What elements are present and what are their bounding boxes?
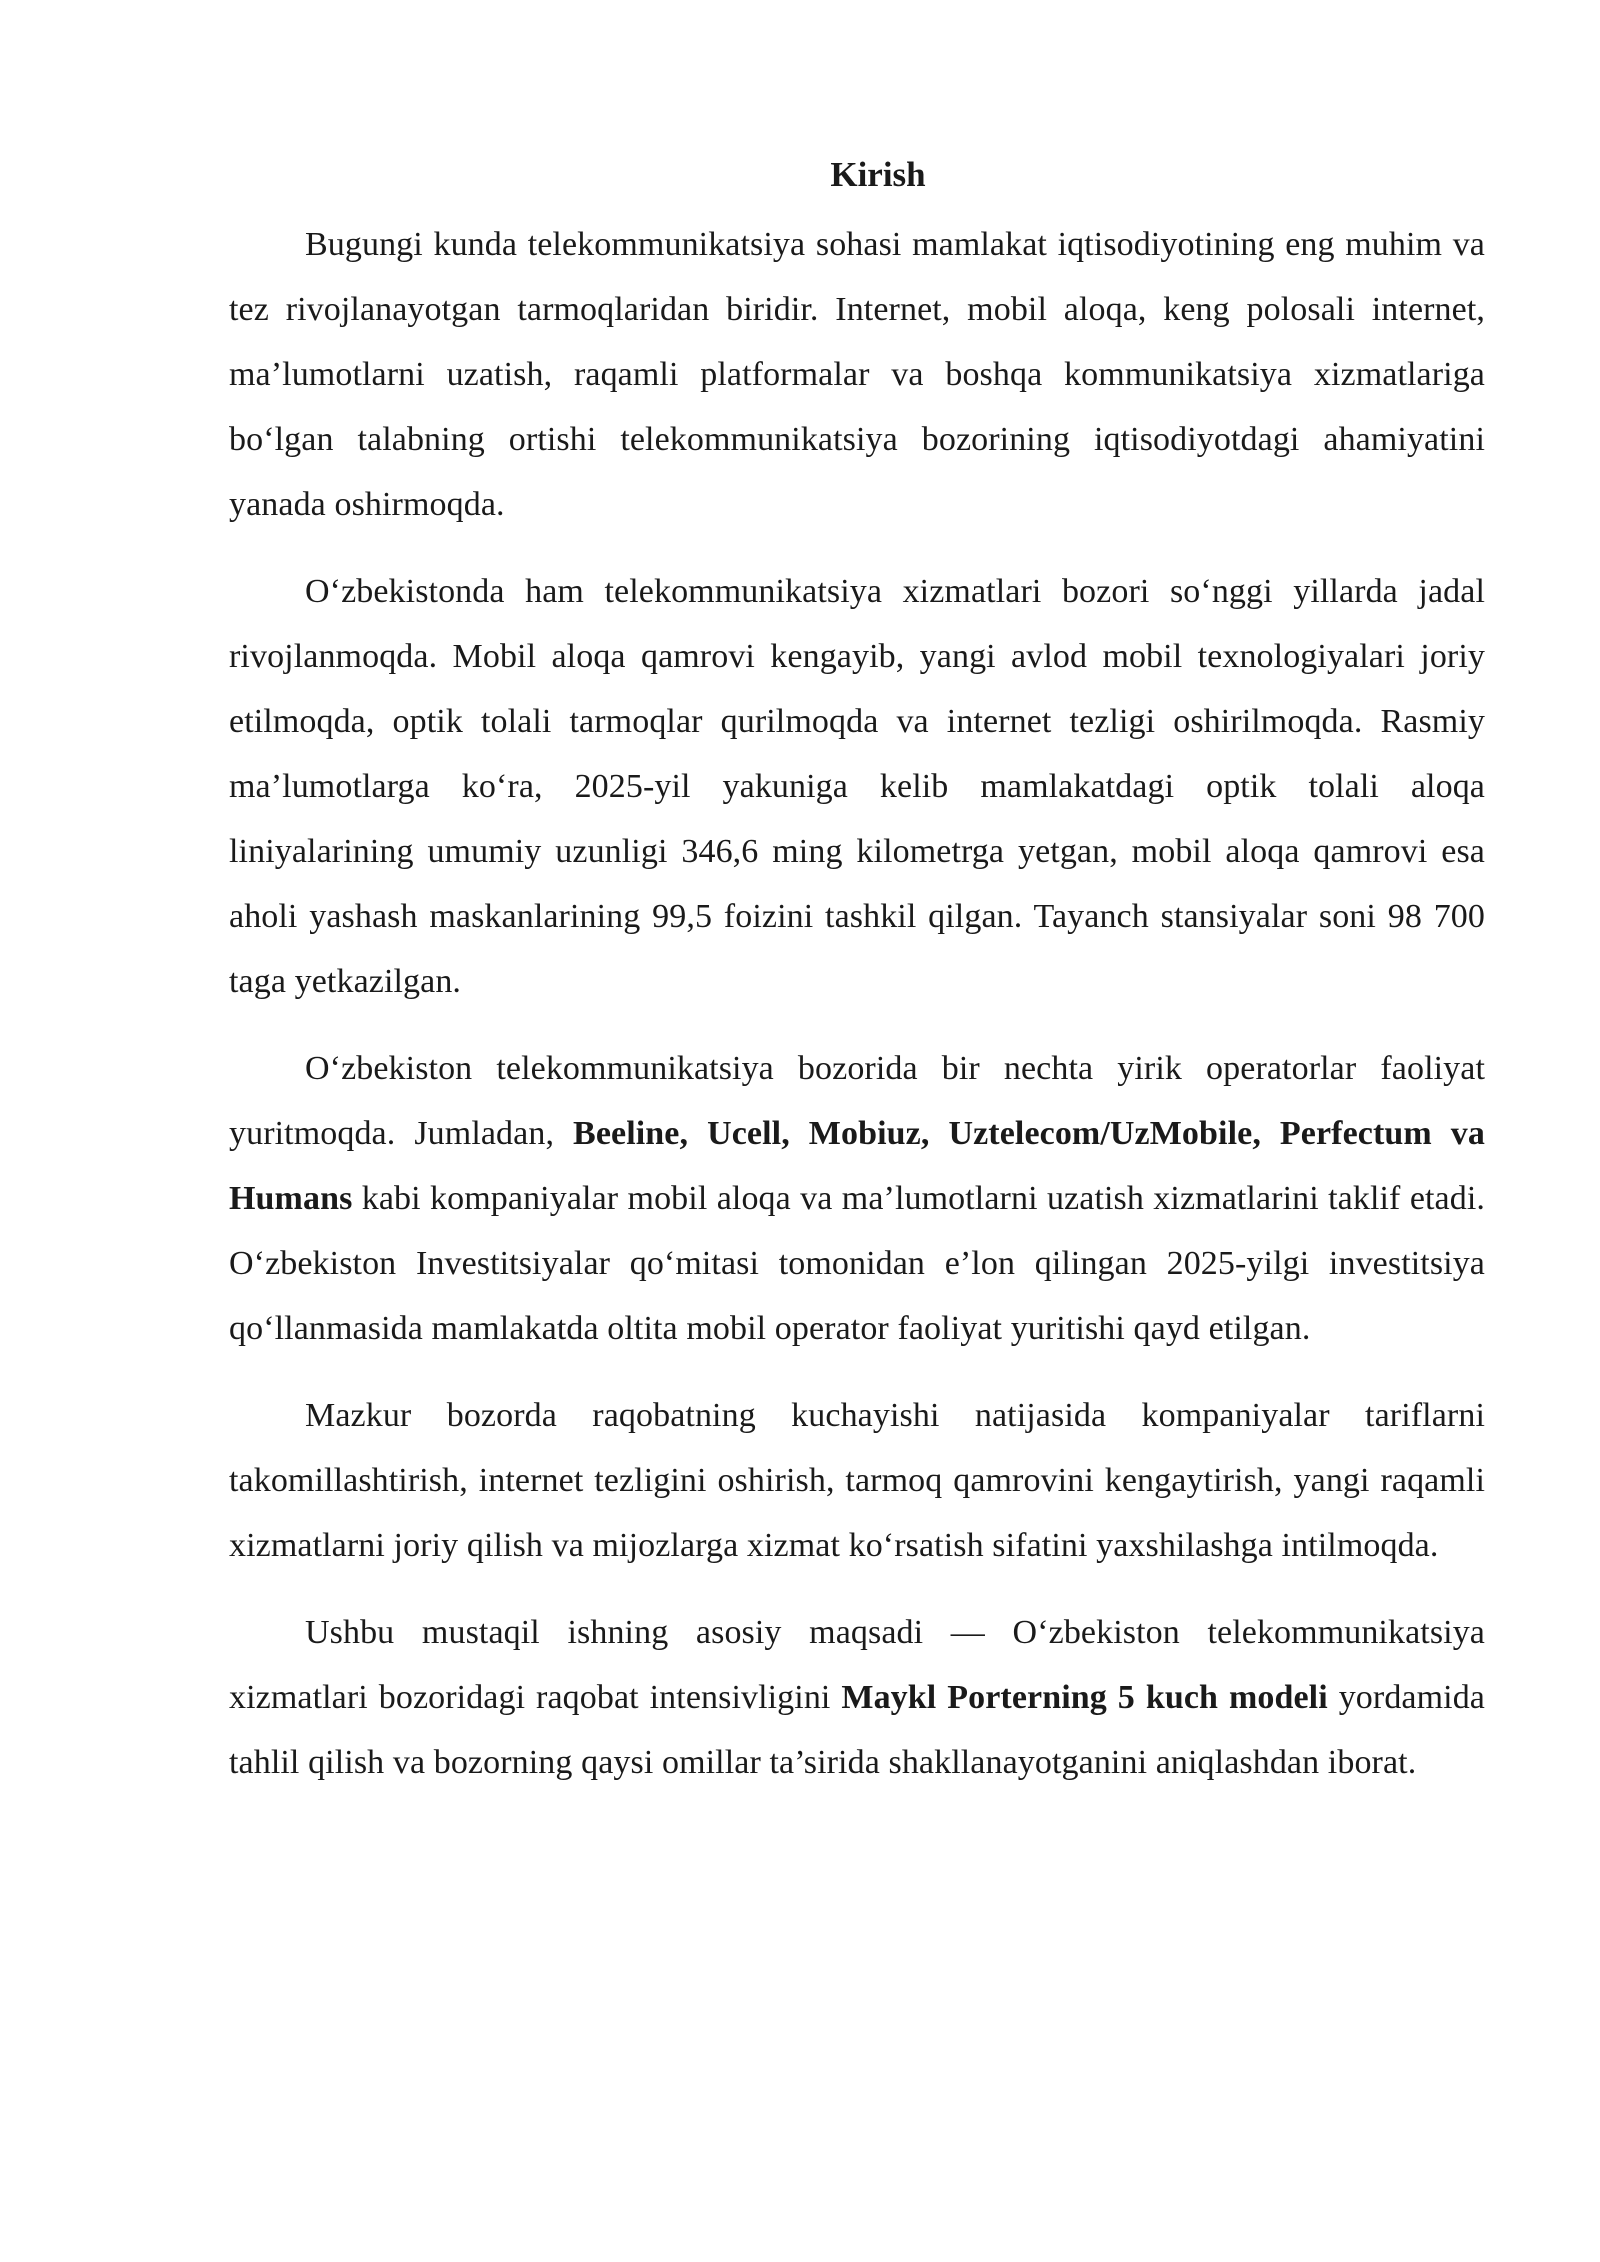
paragraph-text: Mazkur bozorda raqobatning kuchayishi natijasida kompaniyalar tariflarni takomillashtirish, internet tezligini oshirish, tarmoq qamrovini kengaytirish, yangi raqamli xizmatlarni joriy qilish va mijozlarga xizmat ko‘rsatish sifatini yaxshilashga intilmoqda. (229, 1397, 1485, 1564)
paragraph-text: O‘zbekistonda ham telekommunikatsiya xizmatlari bozori so‘nggi yillarda jadal rivojlanmoqda. Mobil aloqa qamrovi kengayib, yangi avlod mobil texnologiyalari joriy etilmoqda, optik tolali tarmoqlar qurilmoqda va internet tezligi oshirilmoqda. Rasmiy ma’lumotlarga ko‘ra, 2025-yil yakuniga kelib mamlakatdagi optik tolali aloqa liniyalarining umumiy uzunligi 346,6 ming kilometrga yetgan, mobil aloqa qamrovi esa aholi yashash maskanlarining 99,5 foizini tashkil qilgan. Tayanch stansiyalar soni 98 700 taga yetkazilgan. (229, 573, 1485, 1000)
paragraph-operators (229, 1036, 1485, 1361)
paragraph-text: Ushbu mustaqil ishning asosiy maqsadi — O‘zbekiston telekommunikatsiya xizmatlari bozoridagi raqobat intensivligini (229, 1614, 1485, 1716)
paragraph-text: yordamida tahlil qilish va bozorning qaysi omillar ta’sirida shakllanayotganini aniqlashdan iborat. (229, 1679, 1485, 1781)
paragraph-intro (229, 212, 1485, 537)
operators-list-bold: Beeline, Ucell, Mobiuz, Uztelecom/UzMobile, Perfectum va Humans (229, 1115, 1486, 1217)
document-title: Kirish (830, 155, 926, 194)
paragraph-competition (229, 1383, 1485, 1578)
paragraph-uzbekistan-market (229, 559, 1485, 1014)
paragraph-goal (229, 1600, 1485, 1795)
paragraph-text: O‘zbekiston telekommunikatsiya bozorida bir nechta yirik operatorlar faoliyat yuritmoqda. Jumladan, (229, 1050, 1485, 1152)
document-page (229, 148, 1485, 1817)
paragraph-text: kabi kompaniyalar mobil aloqa va ma’lumotlarni uzatish xizmatlarini taklif etadi. O‘zbekiston Investitsiyalar qo‘mitasi tomonidan e’lon qilingan 2025-yilgi investitsiya qo‘llanmasida mamlakatda oltita mobil operator faoliyat yuritishi qayd etilgan. (229, 1180, 1485, 1347)
paragraph-text: Bugungi kunda telekommunikatsiya sohasi mamlakat iqtisodiyotining eng muhim va tez rivojlanayotgan tarmoqlaridan biridir. Internet, mobil aloqa, keng polosali internet, ma’lumotlarni uzatish, raqamli platformalar va boshqa kommunikatsiya xizmatlariga bo‘lgan talabning ortishi telekommunikatsiya bozorining iqtisodiyotdagi ahamiyatini yanada oshirmoqda. (229, 226, 1485, 523)
porter-model-bold: Maykl Porterning 5 kuch modeli (841, 1679, 1328, 1716)
